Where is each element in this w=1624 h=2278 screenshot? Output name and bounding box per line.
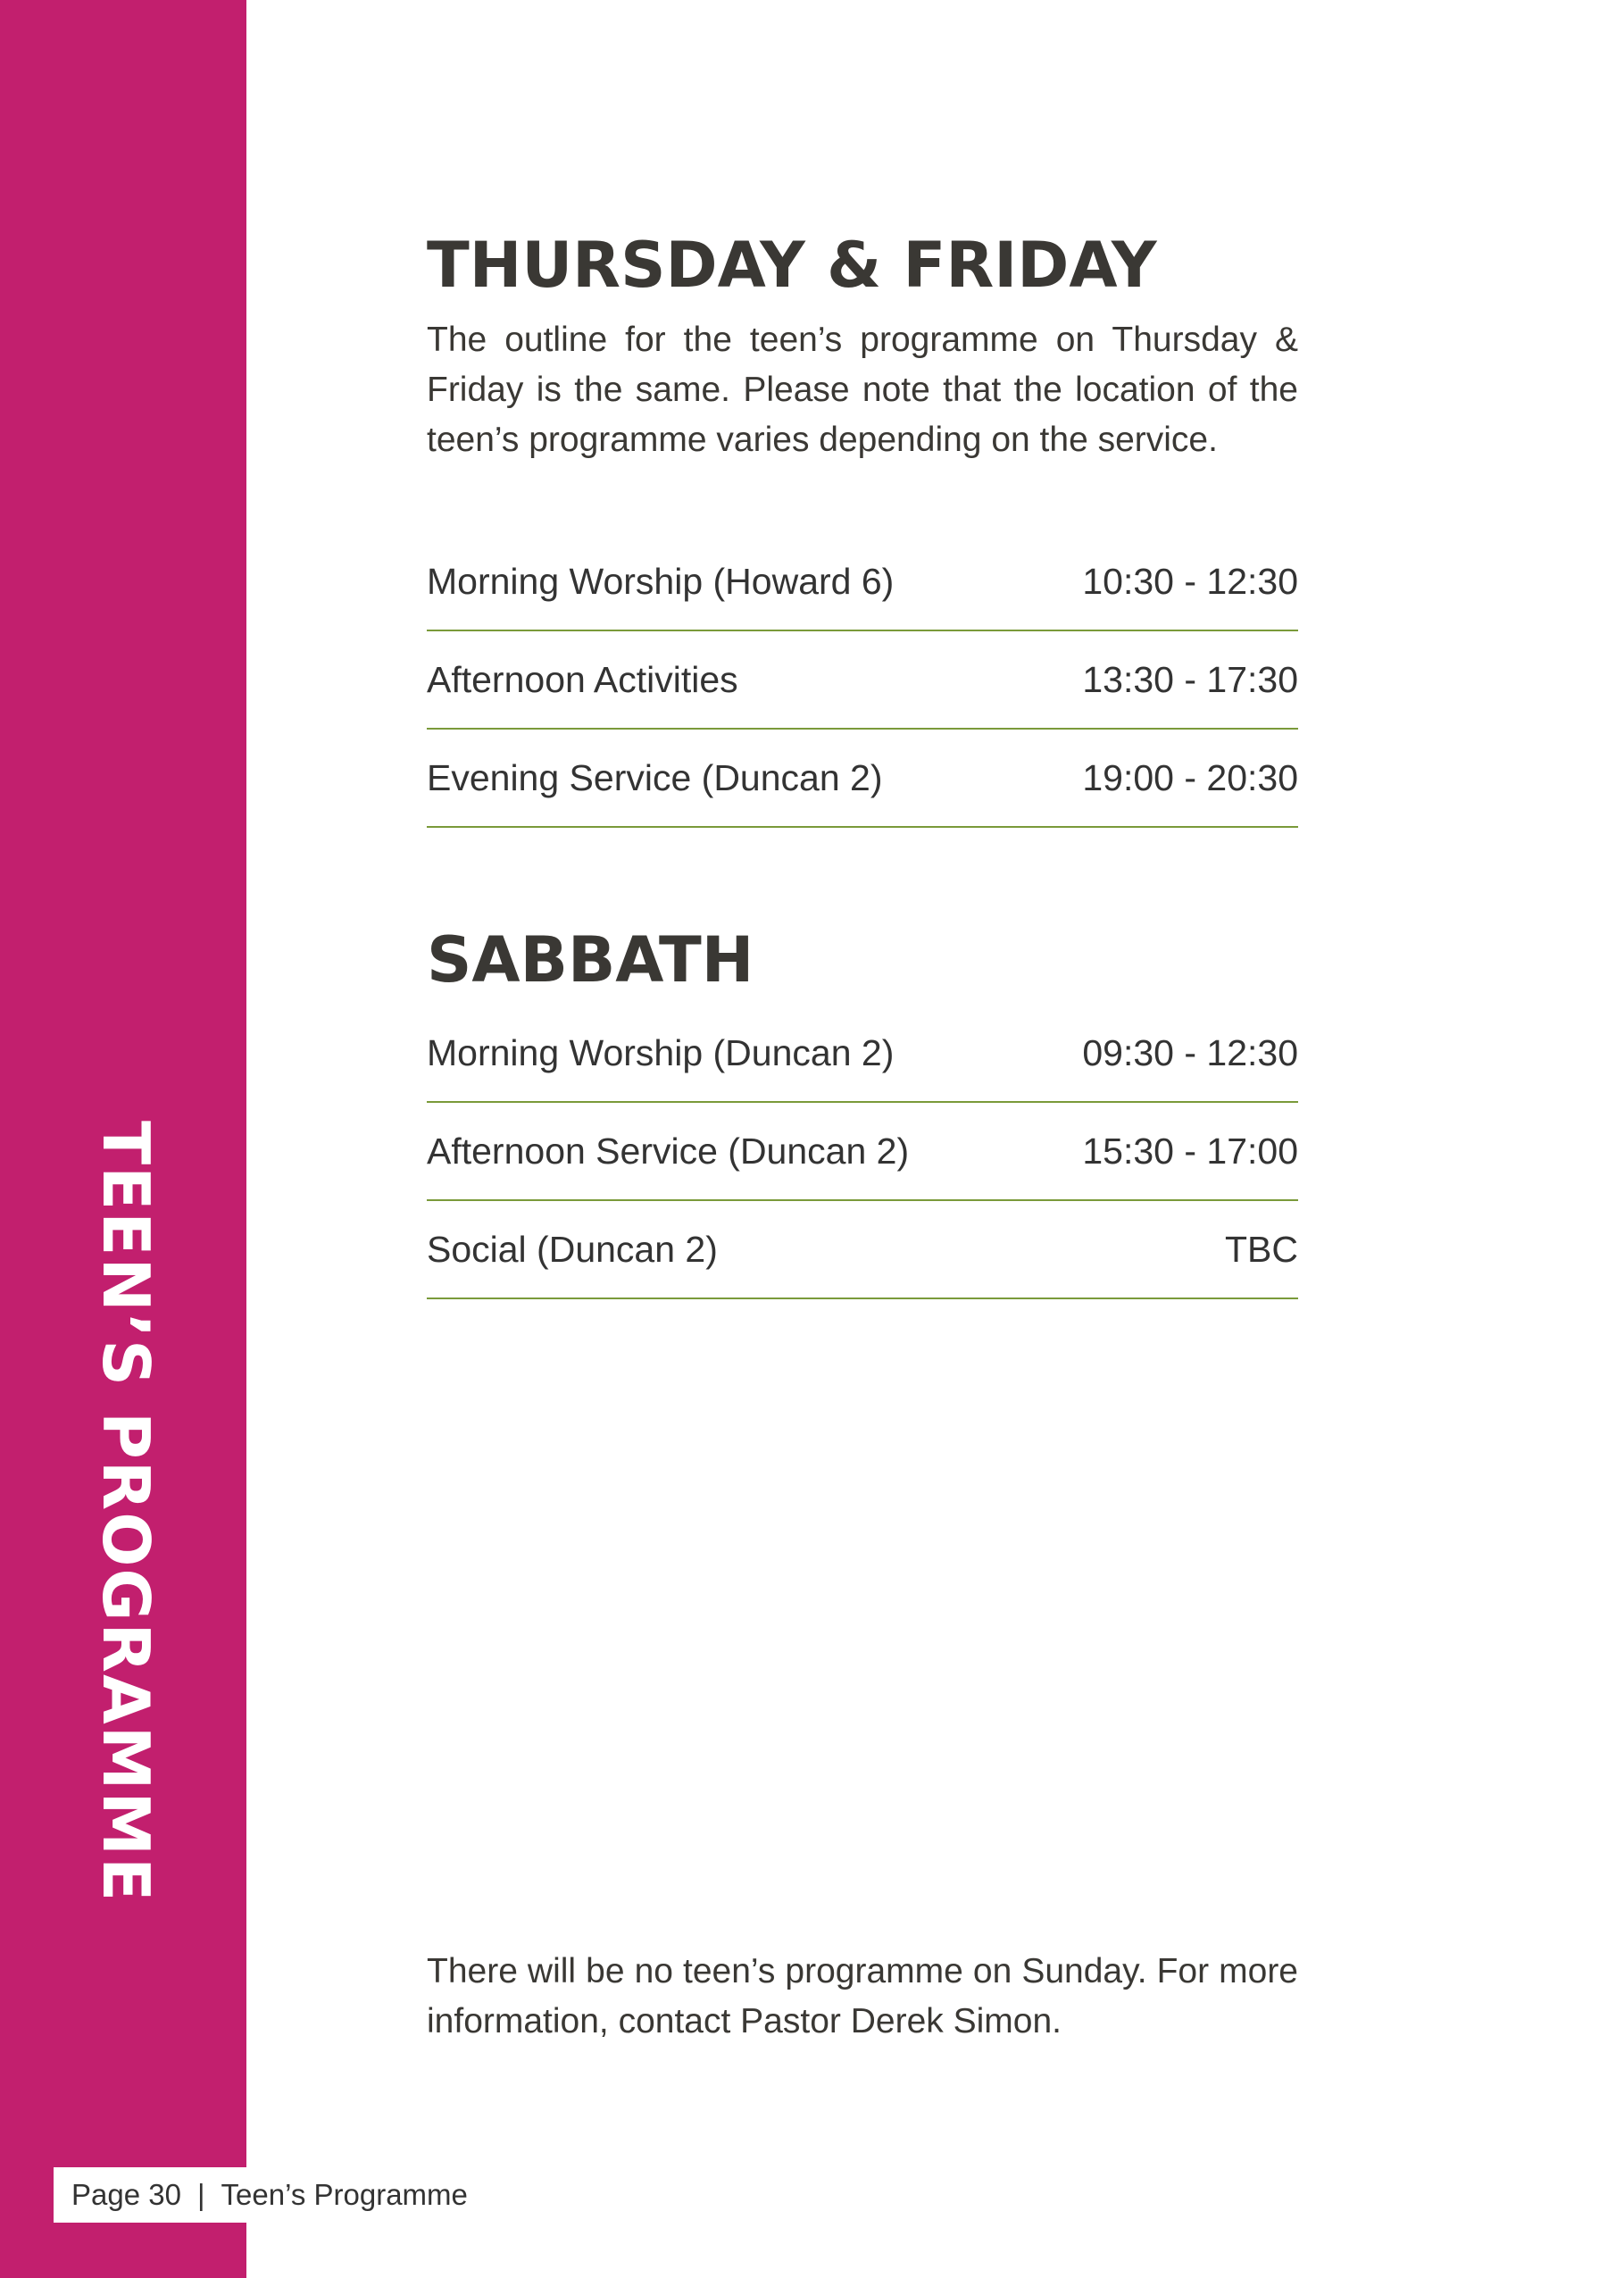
schedule-row — [427, 730, 1298, 828]
schedule-row — [427, 533, 1298, 631]
event-name: Afternoon Service (Duncan 2) — [427, 1130, 910, 1172]
intro-paragraph: The outline for the teen’s programme on Thursday & Friday is the same. Please note that the location of the teen’s programme varies depending on the service. — [427, 321, 1298, 459]
event-name: Morning Worship (Howard 6) — [427, 560, 895, 602]
footer-page-number: Page 30 — [71, 2178, 181, 2211]
footer-section-name: Teen’s Programme — [221, 2178, 468, 2211]
section-heading-sabbath: SABBATH — [427, 923, 754, 997]
schedule-thursday-friday — [427, 533, 1298, 828]
section-heading-thursday-friday: THURSDAY & FRIDAY — [427, 229, 1157, 302]
event-name: Social (Duncan 2) — [427, 1228, 718, 1270]
event-time: 15:30 - 17:00 — [1082, 1130, 1298, 1172]
footer-separator: | — [196, 2178, 205, 2211]
event-name: Evening Service (Duncan 2) — [427, 756, 883, 798]
closing-note: There will be no teen’s programme on Sunday. For more information, contact Pastor Derek Simon. — [427, 1952, 1298, 2040]
event-time: 10:30 - 12:30 — [1082, 560, 1298, 602]
event-time: TBC — [1225, 1228, 1298, 1270]
sidebar-band — [0, 0, 246, 2278]
event-name: Afternoon Activities — [427, 658, 738, 700]
schedule-row — [427, 1103, 1298, 1201]
event-time: 19:00 - 20:30 — [1082, 756, 1298, 798]
schedule-sabbath — [427, 1005, 1298, 1299]
event-name: Morning Worship (Duncan 2) — [427, 1031, 895, 1073]
event-time: 13:30 - 17:30 — [1082, 658, 1298, 700]
event-time: 09:30 - 12:30 — [1082, 1031, 1298, 1073]
sidebar-title: TEEN’S PROGRAMME — [88, 1121, 163, 1904]
page-footer — [54, 2167, 500, 2223]
schedule-row — [427, 1005, 1298, 1103]
schedule-row — [427, 1201, 1298, 1299]
schedule-row — [427, 631, 1298, 730]
